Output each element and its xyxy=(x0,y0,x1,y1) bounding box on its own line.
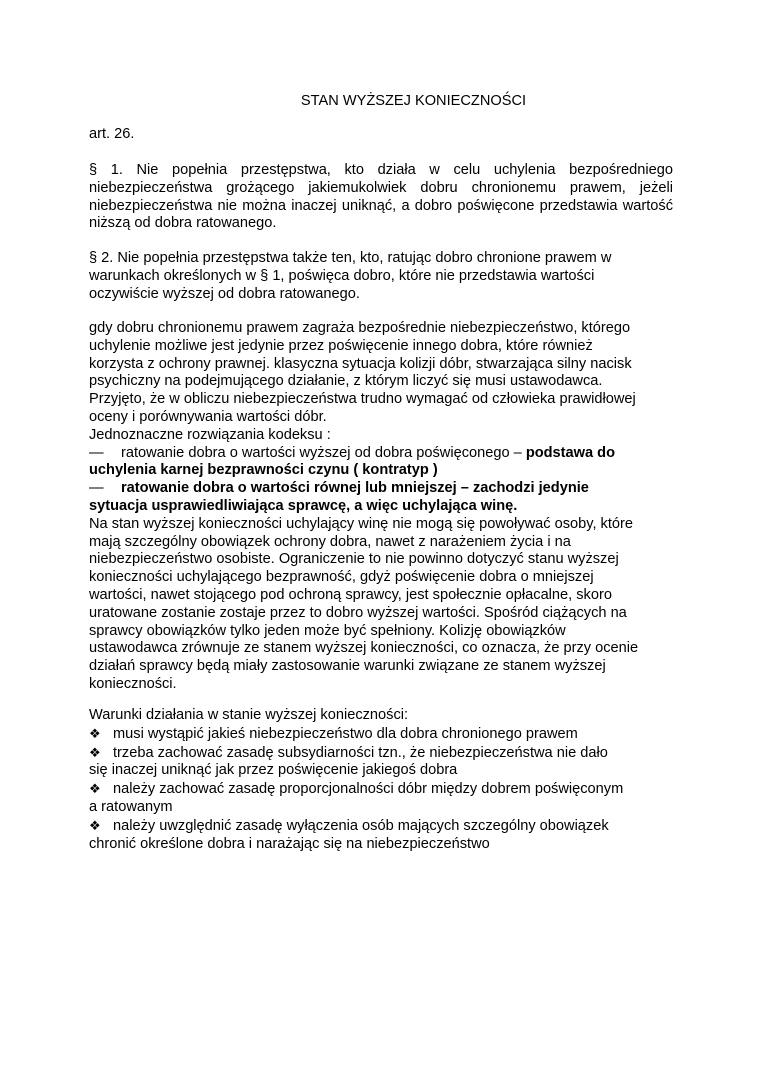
condition-item-4-cont: chronić określone dobra i narażając się na niebezpieczeństwo xyxy=(89,835,490,852)
condition-item-1 xyxy=(89,725,673,744)
condition-item-4 xyxy=(89,817,673,836)
paragraph-4-line: sprawcy obowiązków tylko jeden może być spełniony. Kolizję obowiązków xyxy=(89,622,566,639)
paragraph-4-line: konieczności uchylającego bezprawność, gdyż poświęcenie dobra o mniejszej xyxy=(89,569,594,586)
diamond-bullet-icon: ❖ xyxy=(89,781,101,797)
paragraph-3 xyxy=(89,320,673,694)
conditions-heading: Warunki działania w stanie wyższej konieczności: xyxy=(89,707,409,723)
paragraph-1: § 1. Nie popełnia przestępstwa, kto działa w celu uchylenia bezpośredniego niebezpieczeństwa grożącego jakiemukolwiek dobru chronionemu prawem, jeżeli niebezpieczeństwa nie można inaczej uniknąć, a dobro poświęcone przedstawia wartość niższą od dobra ratowanego. xyxy=(89,162,673,232)
condition-item-3-cont: a ratowanym xyxy=(89,798,173,815)
condition-item-1-text: musi wystąpić jakieś niebezpieczeństwo dla dobra chronionego prawem xyxy=(113,725,578,742)
condition-item-4-text: należy uwzględnić zasadę wyłączenia osób mających szczególny obowiązek xyxy=(113,817,609,834)
solution-item-2-bold: ratowanie dobra o wartości równej lub mniejszej – zachodzi jedynie xyxy=(121,480,589,497)
paragraph-3-line: oceny i porównywania wartości dóbr. xyxy=(89,408,327,425)
paragraph-3-line: gdy dobru chronionemu prawem zagraża bezpośrednie niebezpieczeństwo, którego xyxy=(89,320,631,336)
paragraph-4-line: uratowane zostanie zostaje przez to dobro wyższej wartości. Spośród ciążących na xyxy=(89,604,627,621)
condition-item-3-text: należy zachować zasadę proporcjonalności dóbr między dobrem poświęconym xyxy=(113,781,624,798)
paragraph-3-line: Przyjęto, że w obliczu niebezpieczeństwa trudno wymagać od człowieka prawidłowej xyxy=(89,391,636,408)
solution-item-1-cont xyxy=(89,462,673,480)
condition-item-2-text: trzeba zachować zasadę subsydiarności tzn., że niebezpieczeństwa nie dało xyxy=(113,744,608,761)
solution-item-2-bold-cont: sytuacja usprawiedliwiająca sprawcę, a więc uchylająca winę. xyxy=(89,497,518,514)
article-number: art. 26. xyxy=(89,126,135,142)
diamond-bullet-icon: ❖ xyxy=(89,744,101,760)
condition-item-2-cont: się inaczej uniknąć jak przez poświęcenie jakiegoś dobra xyxy=(89,762,458,779)
solution-item-1-bold-cont: uchylenia karnej bezprawności czynu ( kontratyp ) xyxy=(89,462,438,479)
solution-item-2-cont xyxy=(89,498,673,516)
paragraph-3-line: uchylenie możliwe jest jedynie przez poświęcenie innego dobra, które również xyxy=(89,337,593,354)
paragraph-4-line: ustawodawca zrównuje ze stanem wyższej konieczności, co oznacza, że przy ocenie xyxy=(89,640,639,657)
solution-item-2 xyxy=(89,480,673,498)
paragraph-3-line: Jednoznaczne rozwiązania kodeksu : xyxy=(89,426,331,443)
paragraph-2-line: oczywiście wyższej od dobra ratowanego. xyxy=(89,285,360,302)
paragraph-4-line: niebezpieczeństwo osobiste. Ograniczenie to nie powinno dotyczyć stanu wyższej xyxy=(89,551,619,568)
dash-marker: — xyxy=(89,444,104,461)
paragraph-4-line: konieczności. xyxy=(89,675,177,692)
condition-item-3 xyxy=(89,780,673,799)
paragraph-4-line: Na stan wyższej konieczności uchylający winę nie mogą się powoływać osoby, które xyxy=(89,515,634,532)
paragraph-4-line: wartości, nawet stojącego pod ochroną sprawcy, jest społecznie opłacalne, skoro xyxy=(89,586,612,603)
condition-item-2 xyxy=(89,744,673,763)
paragraph-4-line: działań sprawcy będą miały zastosowanie warunki związane ze stanem wyższej xyxy=(89,658,606,675)
conditions-section xyxy=(89,707,673,853)
paragraph-2-line: § 2. Nie popełnia przestępstwa także ten, kto, ratując dobro chronione prawem w xyxy=(89,250,612,266)
paragraph-2 xyxy=(89,250,673,303)
solution-item-1-text: ratowanie dobra o wartości wyższej od dobra poświęconego – xyxy=(121,444,526,461)
paragraph-4-line: mają szczególny obowiązek ochrony dobra, nawet z narażeniem życia i na xyxy=(89,533,571,550)
page-title: STAN WYŻSZEJ KONIECZNOŚCI xyxy=(300,93,527,109)
paragraph-2-line: warunkach określonych w § 1, poświęca dobro, które nie przedstawia wartości xyxy=(89,267,595,284)
diamond-bullet-icon: ❖ xyxy=(89,817,101,833)
solution-item-1 xyxy=(89,445,673,463)
paragraph-3-line: korzysta z ochrony prawnej. klasyczna sytuacja kolizji dóbr, stwarzająca silny nacisk xyxy=(89,355,632,372)
paragraph-3-line: psychiczny na podejmującego działanie, z którym liczyć się musi ustawodawca. xyxy=(89,373,603,390)
diamond-bullet-icon: ❖ xyxy=(89,725,101,741)
dash-marker: — xyxy=(89,480,104,497)
solution-item-1-bold: podstawa do xyxy=(525,444,615,461)
